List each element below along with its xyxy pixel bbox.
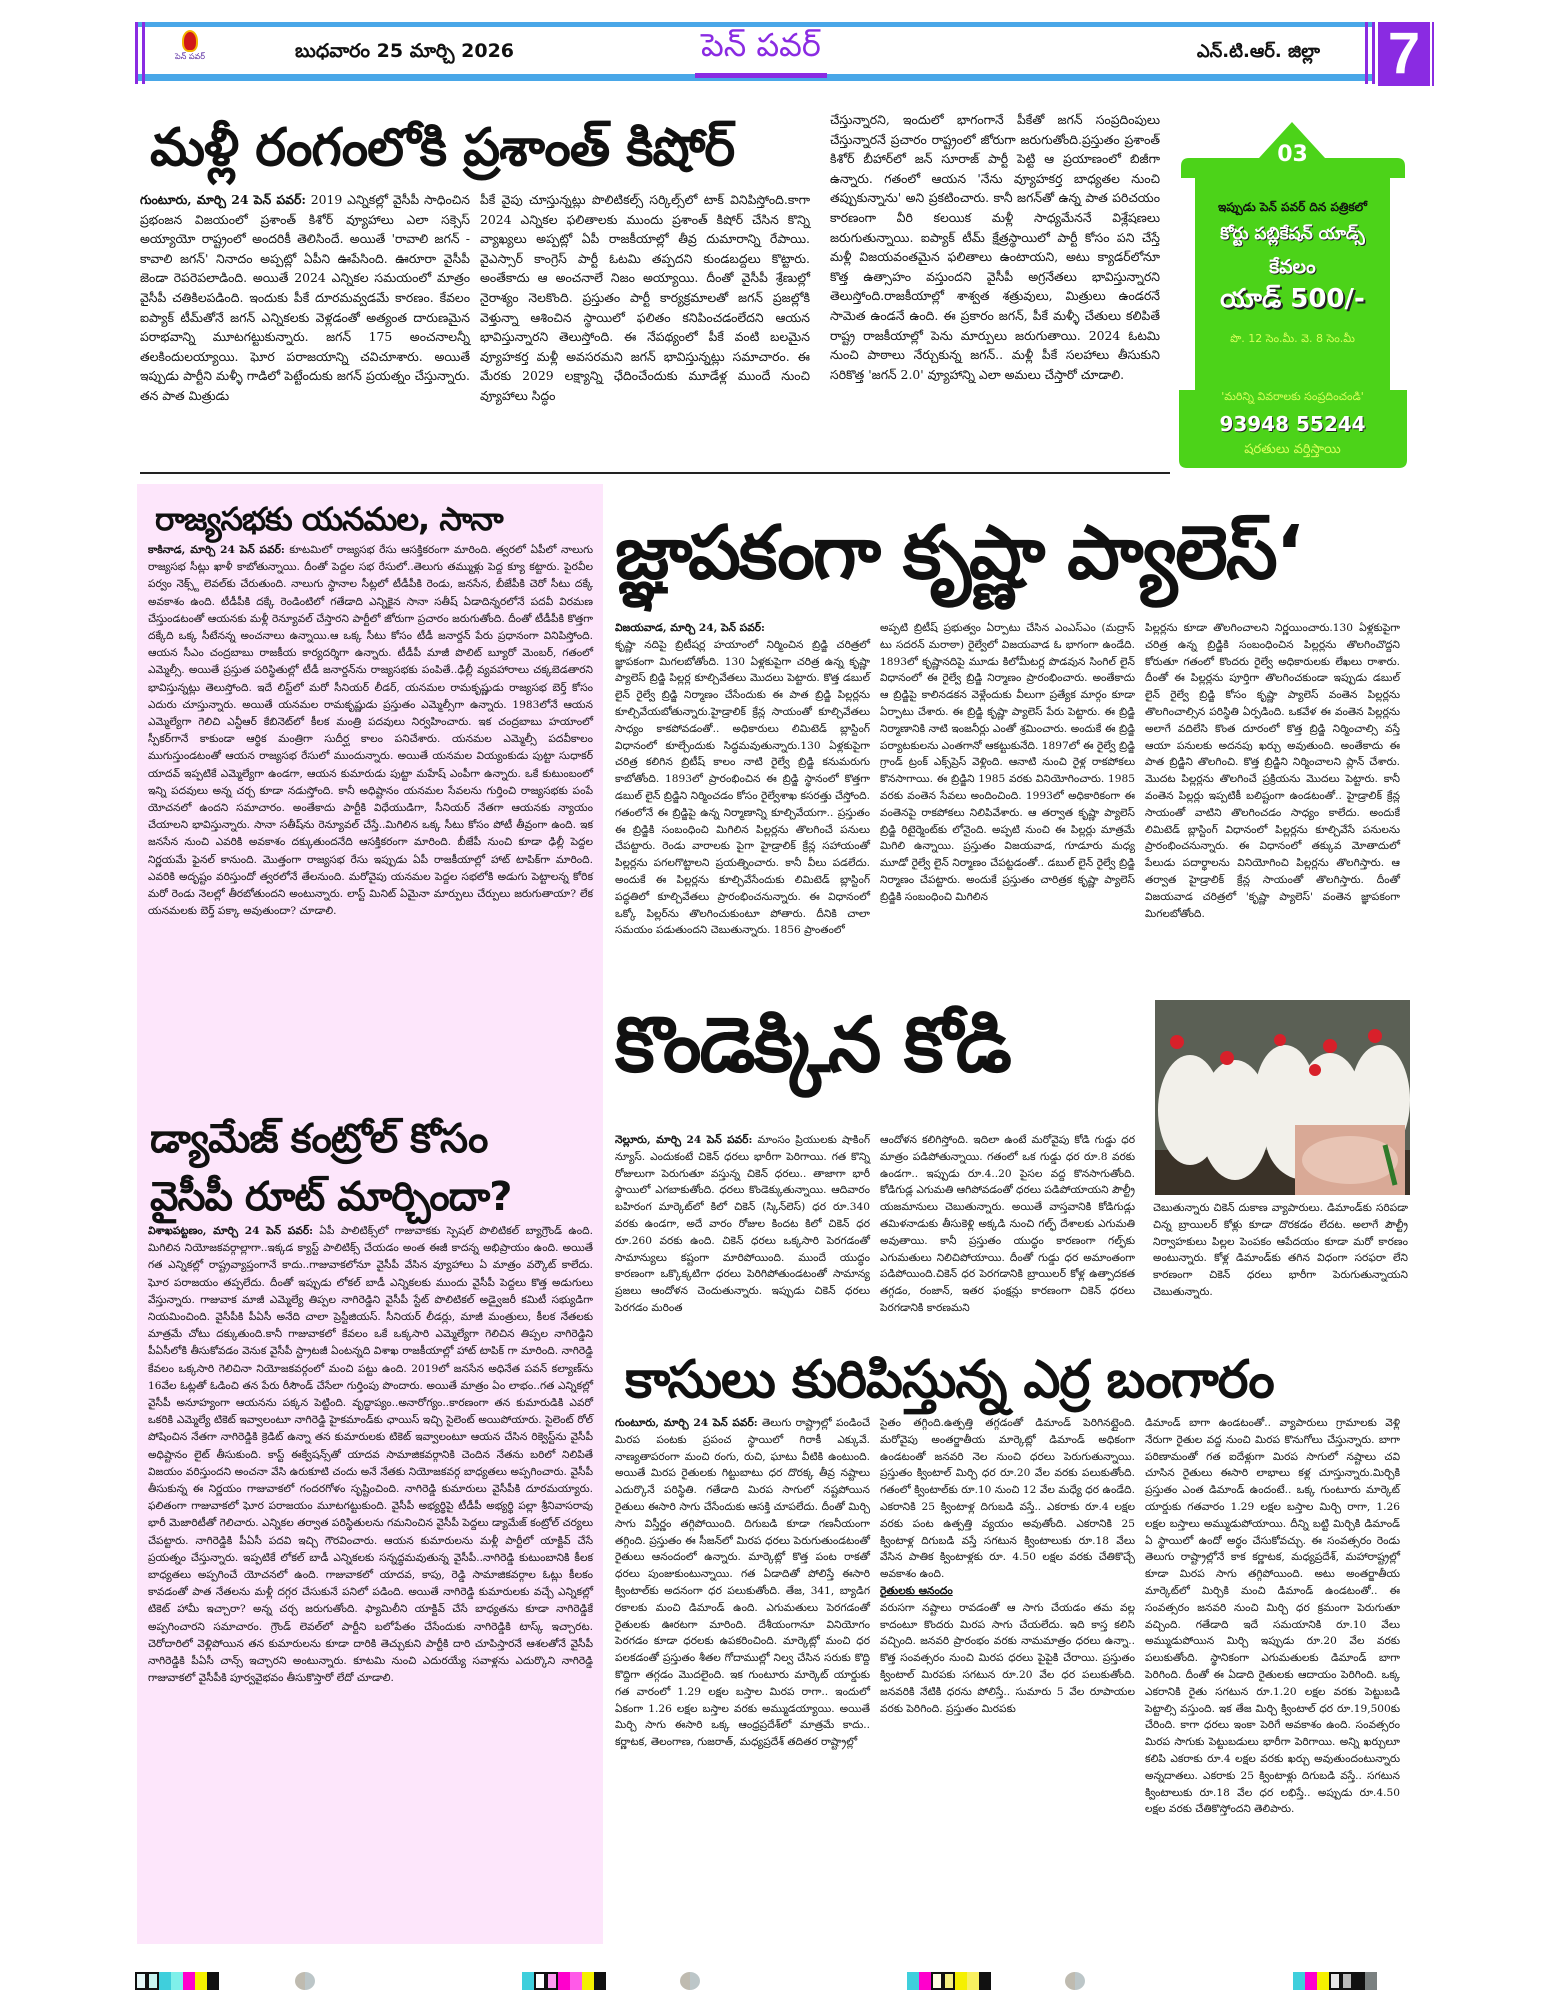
ad-line1: ఇప్పుడు పెన్ పవర్ దిన పత్రికలో <box>1217 200 1367 214</box>
headline-red-chilli: కాసులు కురిపిస్తున్న ఎర్ర బంగారం <box>625 1350 1274 1410</box>
article-text: కూటమిలో రాజ్యసభ రేసు ఆసక్తికరంగా మారింది. త్వరలో ఏపీలో నాలుగు రాజ్యసభ సీట్లు ఖాళీ కాబోతున్నాయి. దీంతో పెద్దల సభ రేసులో..తెలుగు తమ్ముళ్లు పెద్ద క్యూ కట్టారు. పైరవీల పర్వం నెక్స్ట్ లెవల్‌కు చేరుతుంది. నాలుగు స్థానాల సీట్లలో టీడీపీకి రెండు, జనసేన, బీజేపీకి చెరో సీటు దక్కే అవకాశం ఉంది. టీడీపీకి దక్కే రెండింటిలో గతేడాది ఎన్నికైన సానా సతీష్ ఏడాదిన్నరలోనే పదవీ విరమణ చేస్తుండటంతో ఆయనకు మళ్లీ రెన్యూవల్ చేస్తారని పార్టీలో జోరుగా ప్రచారం జరుగుతోంది. దీంతో టీడీపీకి కొత్తగా దక్కేది ఒక్క సీటేనన్న అంచనాలు ఉన్నాయి.ఆ ఒక్క సీటు కోసం టీడీ జనార్దన్ పేరు ప్రధానంగా వినిపిస్తోంది. ఆయన సీఎం చంద్రబాబు రాజకీయ కార్యదర్శిగా ఉన్నారు. టీడీపీ మాజీ పొలిట్ బ్యూరో మెంబర్, గతంలో ఎమ్మెల్సీ. అయితే ప్రస్తుత పరిస్థితుల్లో టీడీ జనార్దన్‌ను రాజ్యసభకు పంపితే..ఢిల్లీ వ్యవహారాలు చక్కబెడతారని భావిస్తున్నట్లు తెలుస్తోంది. ఇదే లిస్ట్‌లో మరో సీనియర్ లీడర్, యనమల రామకృష్ణుడు రాజ్యసభ బెర్త్ కోసం ఎదురు చూస్తున్నారు. అయితే యనమల రామకృష్ణుడు ప్రస్తుతం ఎమ్మెల్సీగా ఉన్నారు. 1983లోనే ఆయన ఎమ్మెల్యేగా గెలిచి ఎన్టీఆర్ కేబినెట్‌లో కీలక మంత్రి పదవులు నిర్వహించారు. ఇక చంద్రబాబు హయాంలో స్పీకర్‌గానే కాకుండా ఆర్థిక మంత్రిగా సుదీర్ఘ కాలం పనిచేశారు. యనమల ఎమ్మెల్సీ పదవీకాలం ముగుస్తుండటంతో ఆయన రాజ్యసభ రేసులో ముందున్నారు. అయితే యనమల వియ్యంకుడు పుట్టా సుధాకర్ యాదవ్ ఇప్పటికే ఎమ్మెల్యేగా ఉండగా, ఆయన కుమారుడు పుట్టా మహేష్ ఎంపీగా ఉన్నారు. ఒకే కుటుంబంలో ఇన్ని పదవులు అన్న చర్చ కూడా నడుస్తోంది. కానీ అధిష్టానం యనమల సేవలను గుర్తించి రాజ్యసభకు పంపే యోచనలో ఉందని సమాచారం. అంతేకాదు పార్టీకి విధేయుడిగా, సీనియర్ నేతగా ఆయనకు న్యాయం చేయాలని భావిస్తున్నారు. సానా సతీష్‌ను రెన్యూవల్ చేస్తే..మిగిలిన ఒక్క సీటు కోసం పోటీ తీవ్రంగా ఉంది. ఇక జనసేన నుంచి ఎవరికి అవకాశం దక్కుతుందనేది ఆసక్తికరంగా మారింది. బీజేపీ నుంచి కూడా ఢిల్లీ పెద్దల నిర్ణయమే ఫైనల్ కానుంది. మొత్తంగా రాజ్యసభ రేసు ఇప్పుడు ఏపీ రాజకీయాల్లో హాట్ టాపిక్‌గా మారింది. ఎవరికి అదృష్టం వరిస్తుందో త్వరలోనే తేలనుంది. మరోవైపు యనమల పెద్దల సభలోకి అడుగు పెట్టాలన్న కోరిక మరో రెండు నెలల్లో తీరబోతుందని అంటున్నారు. లాస్ట్ మినిట్ ఏమైనా మార్పులు చేర్పులు జరుగుతాయా? లేక యనమలకు బెర్త్ పక్కా అవుతుందా? చూడాలి. <box>148 544 593 918</box>
page-number-bar <box>1432 22 1438 86</box>
ad-contact-note: 'మరిన్ని వివరాలకు సంప్రదించండి' <box>1221 390 1364 403</box>
article-prashant-col3: చేస్తున్నారని, ఇందులో భాగంగానే పీకేతో జగన్ సంప్రదింపులు చేస్తున్నారనే ప్రచారం రాష్ట్రంలో జోరుగా జరుగుతోంది.ప్రస్తుతం ప్రశాంత్ కిశోర్ బీహార్‌లో జన్ సూరాజ్ పార్టీ పెట్టి ఆ ప్రయాణంలో బిజీగా ఉన్నారు. గతంలో ఆయన 'నేను వ్యూహకర్త బాధ్యతల నుంచి తప్పుకున్నాను' అని ప్రకటించారు. కానీ జగన్‌తో ఉన్న పాత పరిచయం కారణంగా వీరి కలయిక మళ్లీ సాధ్యమేననే విశ్లేషణలు జరుగుతున్నాయి. ఐప్యాక్ టీమ్ క్షేత్రస్థాయిలో పార్టీ కోసం పని చేస్తే మళ్లీ విజయవంతమైన ఫలితాలు ఉంటాయని, అటు క్యాడర్‌లోనూ కొత్త ఉత్సాహం వస్తుందని వైసీపీ అగ్రనేతలు భావిస్తున్నారని తెలుస్తోంది.రాజకీయాల్లో శాశ్వత శత్రువులు, మిత్రులు ఉండరనే సామెత ఉండనే ఉంది. ఈ ప్రకారం జగన్, పీకే మళ్ళీ చేతులు కలిపితే రాష్ట్ర రాజకీయాల్లో పెను మార్పులు జరుగుతాయి. 2024 ఓటమి నుంచి పాఠాలు నేర్చుకున్న జగన్.. మళ్లీ పీకే సలహాలు తీసుకుని సరికొత్త 'జగన్ 2.0' వ్యూహాన్ని ఎలా అమలు చేస్తారో చూడాలి. <box>830 112 1160 382</box>
article-text: కృష్ణా నదిపై బ్రిటీషర్ల హయాంలో నిర్మించిన బ్రిడ్జి చరిత్రలో జ్ఞాపకంగా మిగలబోతోంది. 130 ఏళ్లకుపైగా చరిత్ర ఉన్న కృష్ణా ప్యాలెస్ బ్రిడ్జి పిల్లర్ల కూల్చివేతలు మొదలు పెట్టారు. కొత్త డబుల్ లైన్ రైల్వే బ్రిడ్జి నిర్మాణం చేసేందుకు ఈ పాత బ్రిడ్జి పిల్లర్లను కూల్చివేయబోతున్నారు.హైడ్రాలిక్ క్రేన్ల సాయంతో కూల్చివేతలు సాధ్యం కాకపోవడంతో.. అధికారులు లిమిటెడ్ బ్లాస్టింగ్ విధానంలో కూల్చేందుకు సిద్ధమవుతున్నారు.130 ఏళ్లకుపైగా చరిత్ర కలిగిన బ్రిటీష్ కాలం నాటి రైల్వే బ్రిడ్జి కనుమరుగు కాబోతోంది. 1893లో ప్రారంభించిన ఈ బ్రిడ్జి స్థానంలో కొత్తగా డబుల్ లైన్ బ్రిడ్జిని నిర్మించడం కోసం రైల్వేశాఖ కసరత్తు చేస్తోంది. గతంలోనే ఈ బ్రిడ్జిపై ఉన్న నిర్మాణాన్ని కూల్చివేయగా.. ప్రస్తుతం ఈ బ్రిడ్జికి సంబంధించి మిగిలిన పిల్లర్లను తొలగించే పనులు చేపట్టారు. రెండు వారాలకు పైగా హైడ్రాలిక్ క్రేన్ల సహాయంతో పిల్లర్లను పగలగొట్టాలని ప్రయత్నించారు. కానీ వీలు పడలేదు. అందుకే ఈ పిల్లర్లను కూల్చివేసేందుకు లిమిటెడ్ బ్లాస్టింగ్ పద్ధతిలో కూల్చివేతలు ప్రారంభించనున్నారు. ఈ విధానంలో ఒక్కో పిల్లర్‌ను తొలగించుకుంటూ పోతారు. దీనికి చాలా సమయం పడుతుందని చెబుతున్నారు. 1856 ప్రాంతంలో <box>615 638 870 937</box>
article-text: తెలుగు రాష్ట్రాల్లో పండించే మిరప పంటకు ప్రపంచ స్థాయిలో గిరాకీ ఎక్కువే. నాణ్యతాపరంగా మంచి రంగు, రుచి, ఘాటు వీటికి ఉంటుంది. అయితే మిరప రైతులకు గిట్టుబాటు ధర దొరక్క తీవ్ర నష్టాలు ఎదుర్కొనే పరిస్థితి. గతేడాది మిరప సాగులో నష్టపోయిన రైతులు ఈసారి సాగు చేసేందుకు ఆసక్తి చూపలేదు. దీంతో మిర్చి సాగు విస్తీర్ణం తగ్గిపోయింది. దిగుబడి కూడా గణనీయంగా తగ్గింది. ప్రస్తుతం ఈ సీజన్‌లో మిరప ధరలు పెరుగుతుండటంతో రైతులు ఆనందంలో ఉన్నారు. మార్కెట్లో కొత్త పంట రాకతో ధరలు పుంజుకుంటున్నాయి. గత ఏడాదితో పోలిస్తే ఈసారి క్వింటాల్‌కు అదనంగా ధర పలుకుతోంది. తేజ, 341, బ్యాడిగ రకాలకు మంచి డిమాండ్ ఉంది. ఎగుమతులు పెరగడంతో రైతులకు ఊరటగా మారింది. దేశీయంగానూ వినియోగం పెరగడం కూడా ధరలకు ఉపకరించింది. మార్కెట్లో మంచి ధర పలకడంతో ప్రస్తుతం శీతల గోదాముల్లో నిల్వ చేసిన సరుకు కొద్ది కొద్దిగా తగ్గడం మొదలైంది. ఇక గుంటూరు మార్కెట్ యార్డుకు గత వారంలో 1.29 లక్షల బస్తాల మిరప రాగా.. ఇందులో ఏకంగా 1.26 లక్షల బస్తాల వరకు అమ్ముడయ్యాయి. అయితే మిర్చి సాగు ఈసారి ఒక్క ఆంధ్రప్రదేశ్‌లో మాత్రమే కాదు.. కర్ణాటక, తెలంగాణ, గుజరాత్, మధ్యప్రదేశ్ తదితర రాష్ట్రాల్లో <box>615 1417 870 1749</box>
color-bar <box>907 1972 991 1990</box>
masthead-bars-right <box>1365 22 1375 84</box>
court-publication-ad <box>1175 120 1410 470</box>
headline-prashant-kishor: మళ్లీ రంగంలోకి ప్రశాంత్ కిషోర్ <box>150 118 735 178</box>
byline: గుంటూరు, మార్చి 24 పెన్ పవర్: <box>615 1417 758 1429</box>
headline-line1: డ్యామేజ్ కంట్రోల్ కోసం <box>150 1116 488 1162</box>
article-text: వరుసగా నష్టాలు రావడంతో ఆ సాగు చేయడం తమ వల్ల కాదంటూ కొందరు మిరప సాగు చేయలేదు. ఇది కాస్త కలిసి వచ్చింది. జనవరి ప్రారంభం వరకు నామమాత్రం ధరలు ఉన్నా.. కొత్త సంవత్సరం నుంచి మిరప ధరలు పైపైకి చేరాయి. ప్రస్తుతం క్వింటాల్ మిరపకు సగటున రూ.20 వేల ధర పలుకుతోంది. జనవరికి నేటికి ధరను పోలిస్తే.. సుమారు 5 వేల రూపాయల వరకు పెరిగింది. ప్రస్తుతం మిరపకు <box>880 1601 1135 1715</box>
article-rajyasabha <box>148 542 593 920</box>
issue-date: బుధవారం 25 మార్చి 2026 <box>295 40 515 62</box>
headline-rajyasabha: రాజ్యసభకు యనమల, సానా <box>155 500 503 538</box>
chicken-image-icon <box>1155 1000 1410 1195</box>
section-divider <box>140 472 1170 474</box>
byline: గుంటూరు, మార్చి 24 పెన్ పవర్: <box>140 192 306 207</box>
newspaper-title: పెన్ పవర్ <box>695 26 827 78</box>
color-bar <box>1293 1972 1377 1990</box>
masthead-bars-left <box>135 22 145 84</box>
article-text: మాంసం ప్రియులకు షాకింగ్ న్యూస్. ఎందుకంటే చికెన్ ధరలు భారీగా పెరిగాయి. గత కొన్ని రోజులుగా పెరుగుతూ వస్తున్న చికెన్ ధరలు.. తాజాగా భారీ స్థాయిలో ఎగబాకుతోంది. ధరలు కొండెక్కుతున్నాయి. ఆదివారం బహిరంగ మార్కెట్‌లో కిలో చికెన్ (స్కిన్‌లెస్) ధర రూ.340 వరకు ఉండగా, అదే వారం రోజుల కిందట కిలో చికెన్ ధర రూ.260 వరకు ఉంది. చికెన్ ధరలు ఒక్కసారి పెరగడంతో సామాన్యులు కష్టంగా మారిపోయింది. ముందే యుద్ధం కారణంగా ఒక్కొక్కటిగా ధరలు పెరిగిపోతుండటంతో సామాన్య ప్రజలు ఆందోళన చెందుతున్నారు. ఇప్పుడు చికెన్ ధరలు పెరగడం మరింత <box>615 1134 870 1314</box>
color-bar <box>135 1972 219 1990</box>
registration-oval <box>680 1972 700 1990</box>
article-krishna-col3: పిల్లర్లను కూడా తొలగించాలని నిర్ణయించారు.130 ఏళ్లకుపైగా చరిత్ర ఉన్న బ్రిడ్జికి సంబంధించిన పిల్లర్లను తొలగించొద్దని కోరుతూ గతంలో కొందరు రైల్వే అధికారులకు లేఖలు రాశారు. దీంతో ఈ పిల్లర్లను పూర్తిగా తొలగించకుండా ఇప్పుడు డబుల్ లైన్ రైల్వే బ్రిడ్జి కోసం కృష్ణా ప్యాలెస్ వంతెన పిల్లర్లను తొలగించాల్సిన పరిస్థితి ఏర్పడింది. ఒకవేళ ఈ వంతెన పిల్లర్లను అలాగే వదిలేసి కొంత దూరంలో కొత్త బ్రిడ్జి నిర్మించాల్సి వస్తే ఆయా పనులకు అదనపు ఖర్చు అవుతుంది. అంతేకాదు ఈ పాత బ్రిడ్జిని తొలగించి. కొత్త బ్రిడ్జిని నిర్మించాలని ప్లాన్ చేశారు. మొదట పిల్లర్లను తొలగించే ప్రక్రియను మొదలు పెట్టారు. కానీ వంతెన పిల్లర్లు ఇప్పటికీ బలిష్టంగా ఉండటంతో.. హైడ్రాలిక్ క్రేన్ల సాయంతో వాటిని తొలగించడం సాధ్యం కాలేదు. అందుకే లిమిటెడ్ బ్లాస్టింగ్ విధానంలో పిల్లర్లను కూల్చివేసే పనులను ప్రారంభించనున్నారు. ఈ విధానంలో తక్కువ మోతాదులో పేలుడు పదార్థాలను వినియోగించి పిల్లర్లను తొలగిస్తారు. ఆ తర్వాత హైడ్రాలిక్ క్రేన్ల సాయంతో తొలగిస్తారు. దీంతో విజయవాడ చరిత్రలో 'కృష్ణా ప్యాలెస్' వంతెన జ్ఞాపకంగా మిగలబోతోంది. <box>1145 622 1400 920</box>
ad-phone: 93948 55244 <box>1219 412 1366 436</box>
byline: విజయవాడ, మార్చి 24, పెన్ పవర్: <box>615 622 765 634</box>
ad-size: పొ. 12 సెం.మీ. వె. 8 సెం.మీ <box>1230 332 1355 345</box>
ad-line2: కోర్టు పబ్లికేషన్ యాడ్స్ <box>1220 224 1365 244</box>
headline-damage-control <box>150 1110 511 1226</box>
article-chilli-col1 <box>615 1415 870 1751</box>
article-chicken-col3: చెబుతున్నారు చికెన్ దుకాణ వ్యాపారులు. డిమాండ్‌కు సరిపడా చిన్న బ్రాయిలర్ కోళ్లు కూడా దొరకడం లేదట. అలాగే పౌల్ట్రీ నిర్వాహకులు పిల్లల పెంపకం ఆపేదయం కూడా మరో కారణం అంటున్నారు. కోళ్ల డిమాండ్‌కు తగిన విధంగా సరఫరా లేని కారణంగా చికెన్ ధరలు భారీగా పెరుగుతున్నాయని చెబుతున్నారు. <box>1153 1202 1408 1298</box>
headline-krishna-palace: జ్ఞాపకంగా కృష్ణా ప్యాలెస్‘ <box>615 510 1302 596</box>
article-chilli-col2 <box>880 1415 1135 1717</box>
ad-price: యాడ్ 500/- <box>1220 284 1365 314</box>
article-text: 2019 ఎన్నికల్లో వైసీపీ సాధించిన ప్రభంజన విజయంలో ప్రశాంత్ కిశోర్ వ్యూహాలు ఎలా సక్సెస్ అయ్యాయో రాష్ట్రంలో అందరికీ తెలిసిందే. అయితే 'రావాలి జగన్ - కావాలి జగన్' నినాదం అప్పట్లో ఏపీని ఊపేసింది. ఊరూరా వైసీపీ జెండా రెపరెపలాడింది. అయితే 2024 ఎన్నికల సమయంలో మాత్రం వైసీపీ చతికిలపడింది. ఇందుకు పీకే దూరమవ్వడమే కారణం. కేవలం ఐప్యాక్ టీమ్‌తోనే జగన్ ఎన్నికలకు వెళ్లడంతో అత్యంత దారుణమైన పరాభవాన్ని మూటగట్టుకున్నారు. జగన్ 175 అంచనాలన్నీ తలకిందులయ్యాయి. ఘోర పరాజయాన్ని చవిచూశారు. అయితే ఇప్పుడు పార్టీని మళ్ళీ గాడిలో పెట్టేందుకు జగన్ ప్రయత్నం చేస్తున్నారు. తన పాత మిత్రుడు <box>140 192 470 403</box>
district-label: ఎన్.టి.ఆర్. జిల్లా <box>1196 41 1320 62</box>
article-damage-control <box>148 1223 593 1687</box>
print-registration-marks <box>135 1972 1410 1992</box>
ad-terms: షరతులు వర్తిస్తాయి <box>1244 442 1341 457</box>
article-text: ఏపీ పాలిటిక్స్‌లో గాజువాకకు స్పెషల్ పొలిటికల్ బ్యాగ్రౌండ్ ఉంది. మిగిలిన నియోజకవర్గాల్లాగా..ఇక్కడ క్యాస్ట్ పాలిటిక్స్ చేయడం అంత ఈజీ కాదన్న అభిప్రాయం ఉంది. అయితే గత ఎన్నికల్లో రాష్ట్రవ్యాప్తంగానే కాదు..గాజువాకలోనూ వైసీపీ వేసిన వ్యూహాలు ఏ మాత్రం వర్కౌట్ కాలేదు. ఘోర పరాజయం తప్పలేదు. దీంతో ఇప్పుడు లోకల్ బాడీ ఎన్నికలకు ముందు వైసీపీ పెద్దలు కొత్త అడుగులు వేస్తున్నారు. గాజువాక మాజీ ఎమ్మెల్యే తిప్పల నాగిరెడ్డిని వైసీపీ స్టేట్ పొలిటికల్ అడ్వైజరీ కమిటీ సభ్యుడిగా నియమించింది. వైసీపీకి పీఏసీ అనేది చాలా ప్రెస్టీజియస్. సీనియర్ లీడర్లు, మాజీ మంత్రులు, కీలక నేతలకు మాత్రమే చోటు దక్కుతుంది.కానీ గాజువాకలో కేవలం ఒకే ఒక్కసారి ఎమ్మెల్యేగా గెలిచిన తిప్పల నాగిరెడ్డిని పీఏసీలోకి తీసుకోవడం వెనుక వైసీపీ స్ట్రాటజీ ఏంటన్నది విశాఖ రాజకీయాల్లో హాట్ టాపిక్ గా మారింది. నాగిరెడ్డి కేవలం ఒక్కసారి గెలిచినా నియోజకవర్గంలో మంచి పట్టు ఉంది. 2019లో జనసేన అధినేత పవన్ కల్యాణ్‌ను 16వేల ఓట్లతో ఓడించి తన పేరు రీసౌండ్ చేసేలా గుర్తింపు పొందారు. అయితే మాత్రం ఏం లాభం..గత ఎన్నికల్లో వైసీపీ అనూహ్యంగా ఆయనను పక్కన పెట్టింది. వృద్ధాప్యం..అనారోగ్యం..కారణంగా తన కుమారుడికి ఎవరో ఒకరికి ఎమ్మెల్యే టికెట్ ఇవ్వాలంటూ నాగిరెడ్డి హైకమాండ్‌కు ఛాయిస్ ఇచ్చి సైలెంట్ అయిపోయారు. సైలెంట్ రోల్ పోషించిన నేతగా నాగిరెడ్డికి క్రెడిట్ ఉన్నా తన కుమారులకు టికెట్ ఇవ్వాలంటూ ఆయన చేసిన రిక్వెస్ట్‌ను వైసీపీ అధిష్టానం లైట్ తీసుకుంది. కాస్ట్ ఈక్వేషన్స్‌తో యాదవ సామాజికవర్గానికి చెందిన నేతను బరిలో నిలిపితే విజయం వరిస్తుందని అంచనా వేసి ఉరుకూటి చందు అనే నేతకు నియోజకవర్గ బాధ్యతలు అప్పగించారు. వైసీపీ తీసుకున్న ఈ నిర్ణయం గాజువాకలో గందరగోళం సృష్టించింది. నాగిరెడ్డి కుమారులు వైసీపీకి దూరమయ్యారు. ఫలితంగా గాజువాకలో ఘోర పరాజయం మూటగట్టుకుంది. వైసీపీ అభ్యర్థిపై టీడీపీ అభ్యర్థి పల్లా శ్రీనివాసరావు భారీ మెజారిటీతో గెలిచారు. ఎన్నికల తర్వాత పరిస్థితులను గమనించిన వైసీపీ పెద్దలు డ్యామేజ్ కంట్రోల్ చర్యలు చేపట్టారు. నాగిరెడ్డికి పీఏసీ పదవి ఇచ్చి గౌరవించారు. ఆయన కుమారులను మళ్లీ పార్టీలో యాక్టివ్ చేసే ప్రయత్నం చేస్తున్నారు. ఇప్పటికే లోకల్ బాడీ ఎన్నికలకు సన్నద్ధమవుతున్న వైసీపీ..నాగిరెడ్డి కుటుంబానికి కీలక బాధ్యతలు అప్పగించే యోచనలో ఉంది. గాజువాకలో యాదవ, కాపు, రెడ్డి సామాజికవర్గాల ఓట్లు కీలకం కావడంతో పాత నేతలను మళ్లీ దగ్గర చేసుకునే పనిలో పడింది. అయితే నాగిరెడ్డి కుమారులకు వచ్చే ఎన్నికల్లో టికెట్ హామీ ఇచ్చారా? అన్న చర్చ జరుగుతోంది. ఫ్యామిలీని యాక్టివ్ చేసే బాధ్యతను కూడా నాగిరెడ్డికే అప్పగించారని సమాచారం. గ్రౌండ్ లెవల్‌లో పార్టీని బలోపేతం చేసేందుకు నాగిరెడ్డికి టాస్క్ ఇచ్చారట. చెరోదారిలో వెళ్లిపోయిన తన కుమారులను కూడా దారికి తెచ్చుకుని పార్టీకి దారి చూపిస్తారనే ఆశలతోనే వైసీపీ నాగిరెడ్డికి పీఏసీ చాన్స్ ఇచ్చారని అంటున్నారు. కూటమి నుంచి ఎదురయ్యే సవాళ్లను ఎదుర్కొని నాగిరెడ్డి గాజువాకలో వైసీపీకి పూర్వవైభవం తీసుకొస్తారో లేదో చూడాలి. <box>148 1225 593 1685</box>
logo-emblem-icon <box>182 30 198 52</box>
page-number: 7 <box>1378 22 1430 86</box>
byline: కాకినాడ, మార్చి 24 పెన్ పవర్: <box>148 544 285 556</box>
article-krishna-col2: అప్పటి బ్రిటీష్ ప్రభుత్వం ఏర్పాటు చేసిన ఎంఎస్ఎం (మద్రాస్ టు సదరన్ మరాఠా) రైల్వేలో విజయవాడ ఓ భాగంగా ఉండేది. 1893లో కృష్ణానదిపై మూడు కిలోమీటర్ల పొడవున సింగిల్ లైన్ విధానంలో ఈ రైల్వే బ్రిడ్జి నిర్మాణం ప్రారంభించారు. అంతేకాదు ఆ బ్రిడ్జిపై కాలినడకన వెళ్లేందుకు వీలుగా ప్రత్యేక మార్గం కూడా ఏర్పాటు చేశారు. ఈ బ్రిడ్జి కృష్ణా ప్యాలెస్ పేరు పెట్టారు. ఈ బ్రిడ్జి నిర్మాణానికి నాటి ఇంజనీర్లు ఎంతో శ్రమించారు. అందుకే ఈ బ్రిడ్జి పర్యాటకులను ఎంతగానో ఆకట్టుకునేది. 1897లో ఈ రైల్వే బ్రిడ్జి గ్రాండ్ ట్రంక్ ఎక్స్‌ప్రెస్ వెళ్లింది. ఆనాటి నుంచి రైళ్ల రాకపోకలు కొనసాగాయి. ఈ బ్రిడ్జిని 1985 వరకు వినియోగించారు. 1985 వరకు వంతెన సేవలు అందించింది. 1993లో అధికారికంగా ఈ వంతెనపై రాకపోకలు నిలిపివేశారు. ఆ తర్వాత కృష్ణా ప్యాలెస్ బ్రిడ్జి రిటైర్మెంట్‌కు లోనైంది. అప్పటి నుంచి ఈ పిల్లర్లు మాత్రమే మిగిలి ఉన్నాయి. ప్రస్తుతం విజయవాడ, గూడూరు మధ్య మూడో రైల్వే లైన్ నిర్మాణం చేపట్టడంతో.. డబుల్ లైన్ రైల్వే బ్రిడ్జి నిర్మాణం చేపట్టారు. అందుకే ప్రస్తుతం చారిత్రక కృష్ణా ప్యాలెస్ బ్రిడ్జికి సంబంధించి మిగిలిన <box>880 622 1135 903</box>
subheading: రైతులకు ఆనందం <box>880 1584 953 1597</box>
headline-chicken-prices: కొండెక్కిన కోడి <box>615 1000 1010 1089</box>
newspaper-logo <box>175 30 205 72</box>
logo-text: పెన్ పవర్ <box>175 52 205 61</box>
article-text: సైతం తగ్గింది.ఉత్పత్తి తగ్గడంతో డిమాండ్ పెరిగినట్లైంది. మరోవైపు అంతర్జాతీయ మార్కెట్లో డిమాండ్ అధికంగా ఉండటంతో జనవరి నెల నుంచి ధరలు పెరుగుతున్నాయి. ప్రస్తుతం క్వింటాల్ మిర్చి ధర రూ.20 వేల వరకు పలుకుతోంది. గతంలో క్వింటాల్‌కు రూ.10 నుంచి 12 వేల మధ్యే ధర ఉండేది. ఎకరానికి 25 క్వింటాళ్ల దిగుబడి వస్తే.. ఎకరాకు రూ.4 లక్షల వరకు పంట ఉత్పత్తి వ్యయం అవుతోంది. ఎకరానికి 25 క్వింటాళ్ల దిగుబడి వస్తే సగటున క్వింటాలుకు రూ.18 వేలు వేసిన పాతిక క్వింటాళ్లకు రూ. 4.50 లక్షల వరకు చేతికొచ్చే అవకాశం ఉంది. <box>880 1417 1135 1581</box>
article-chilli-col3: డిమాండ్ బాగా ఉండటంతో.. వ్యాపారులు గ్రామాలకు వెళ్లి నేరుగా రైతుల వద్ద నుంచి మిరప కొనుగోలు చేస్తున్నారు. బాగా పరిణామంతో గత ఐదేళ్లుగా మిరప సాగులో నష్టాలు చవి చూసిన రైతులు ఈసారి లాభాలు కళ్ల చూస్తున్నారు.మిర్చికి ప్రస్తుతం ఎంత డిమాండ్ ఉందంటే.. ఒక్క గుంటూరు మార్కెట్ యార్డుకు గతవారం 1.29 లక్షల బస్తాల మిర్చి రాగా, 1.26 లక్షల బస్తాలు అమ్ముడుపోయాయి. దీన్ని బట్టి మిర్చికి డిమాండ్ ఏ స్థాయిలో ఉందో అర్థం చేసుకోవచ్చు. ఈ సంవత్సరం రెండు తెలుగు రాష్ట్రాల్లోనే కాక కర్ణాటక, మధ్యప్రదేశ్, మహారాష్ట్రల్లో కూడా మిరప సాగు తగ్గిపోయింది. అటు అంతర్జాతీయ మార్కెట్‌లో మిర్చికి మంచి డిమాండ్ ఉండటంతో.. ఈ సంవత్సరం జనవరి నుంచి మిర్చి ధర క్రమంగా పెరుగుతూ వచ్చింది. గతేడాది ఇదే సమయానికి రూ.10 వేలు అమ్ముడుపోయిన మిర్చి ఇప్పుడు రూ.20 వేల వరకు పలుకుతోంది. స్థానికంగా ఎగుమతులకు డిమాండ్ బాగా పెరిగింది. దీంతో ఈ ఏడాది రైతులకు ఆదాయం పెరిగింది. ఒక్క ఎకరానికి రైతు సగటున రూ.1.20 లక్షల వరకు పెట్టుబడి పెట్టాల్సి వస్తుంది. ఇక తేజ మిర్చి క్వింటాల్ ధర రూ.19,500కు చేరింది. కాగా ధరలు ఇంకా పెరిగే అవకాశం ఉంది. సంవత్సరం మిరప సాగుకు పెట్టుబడులు భారీగా పెరిగాయి. అన్ని ఖర్చులూ కలిపి ఎకరాకు రూ.4 లక్షల వరకు ఖర్చు అవుతుందంటున్నారు అన్నదాతలు. ఎకరాకు 25 క్వింటాళ్లు దిగుబడి వస్తే.. సగటున క్వింటాలుకు రూ.18 వేల ధర లభిస్తే.. అప్పుడు రూ.4.50 లక్షల వరకు చేతికొస్తోందని తెలిపారు. <box>1145 1417 1400 1816</box>
color-bar <box>522 1972 606 1990</box>
headline-line2: వైసీపీ రూట్ మార్చిందా? <box>150 1174 512 1220</box>
ad-number: 03 <box>1277 142 1308 167</box>
article-krishna-col1 <box>615 620 870 939</box>
article-prashant-col2: పీకే వైపు చూస్తున్నట్లు పొలిటికల్స్ సర్కిల్స్‌లో టాక్ వినిపిస్తోంది.కాగా 2024 ఎన్నికల ఫలితాలకు ముందు ప్రశాంత్ కిషోర్ చేసిన కొన్ని వ్యాఖ్యలు అప్పట్లో ఏపీ రాజకీయాల్లో తీవ్ర దుమారాన్ని రేపాయి. వైఎస్సార్ కాంగ్రెస్ పార్టీ ఓటమి తప్పదని కుండబద్దలు కొట్టారు. అంతేకాదు ఆ అంచనాలే నిజం అయ్యాయి. దీంతో వైసీపీ శ్రేణుల్లో నైరాశ్యం నెలకొంది. ప్రస్తుతం పార్టీ కార్యక్రమాలతో జగన్ ప్రజల్లోకి వెళ్తున్నా ఆశించిన స్థాయిలో ఫలితం కనిపించడంలేదని ఆయన భావిస్తున్నారని తెలుస్తోంది. ఈ నేపథ్యంలో పీకే వంటి బలమైన వ్యూహకర్త మళ్లీ అవసరమని జగన్ భావిస్తున్నట్లు సమాచారం. ఈ మేరకు 2029 లక్ష్యాన్ని ఛేదించేందుకు మూడేళ్ల ముందే నుంచి వ్యూహాలు సిద్ధం <box>480 192 810 403</box>
article-chicken-col2: ఆందోళన కలిగిస్తోంది. ఇదిలా ఉంటే మరోవైపు కోడి గుడ్డు ధర మాత్రం పడిపోతున్నాయి. గతంలో ఒక గుడ్డు ధర రూ.8 వరకు ఉండగా.. ఇప్పుడు రూ.4..20 పైసల వద్ద కొనసాగుతోంది. కోడిగుడ్ల ఎగుమతి ఆగిపోవడంతో ధరలు పడిపోయాయని పౌల్ట్రీ యజమానులు చెబుతున్నారు. అయితే వాస్తవానికి కోడిగుడ్లు తమిళనాడుకు తీసుకెళ్లి అక్కడి నుంచి గల్ఫ్ దేశాలకు ఎగుమతి అవుతాయి. కానీ ప్రస్తుతం యుద్ధం కారణంగా గల్ఫ్‌కు ఎగుమతులు నిలిచిపోయాయి. దీంతో గుడ్డు ధర అమాంతంగా పడిపోయింది.చికెన్ ధర పెరగడానికి బ్రాయిలర్ కోళ్ల ఉత్పాదకత తగ్గడం, రంజాన్, ఇతర ఫంక్షన్లు కారణంగా చికెన్ ధరలు పెరగడానికి కారణమని <box>880 1134 1135 1314</box>
registration-oval <box>1065 1972 1085 1990</box>
masthead <box>135 22 1375 84</box>
article-prashant-col1 <box>140 190 470 406</box>
byline: విశాఖపట్టణం, మార్చి 24 పెన్ పవర్: <box>148 1225 314 1237</box>
broiler-chickens-photo <box>1155 1000 1410 1195</box>
ad-line3: కేవలం <box>1269 256 1316 278</box>
registration-oval <box>295 1972 315 1990</box>
byline: నెల్లూరు, మార్చి 24 పెన్ పవర్: <box>615 1134 753 1146</box>
article-chicken-col1 <box>615 1132 870 1317</box>
